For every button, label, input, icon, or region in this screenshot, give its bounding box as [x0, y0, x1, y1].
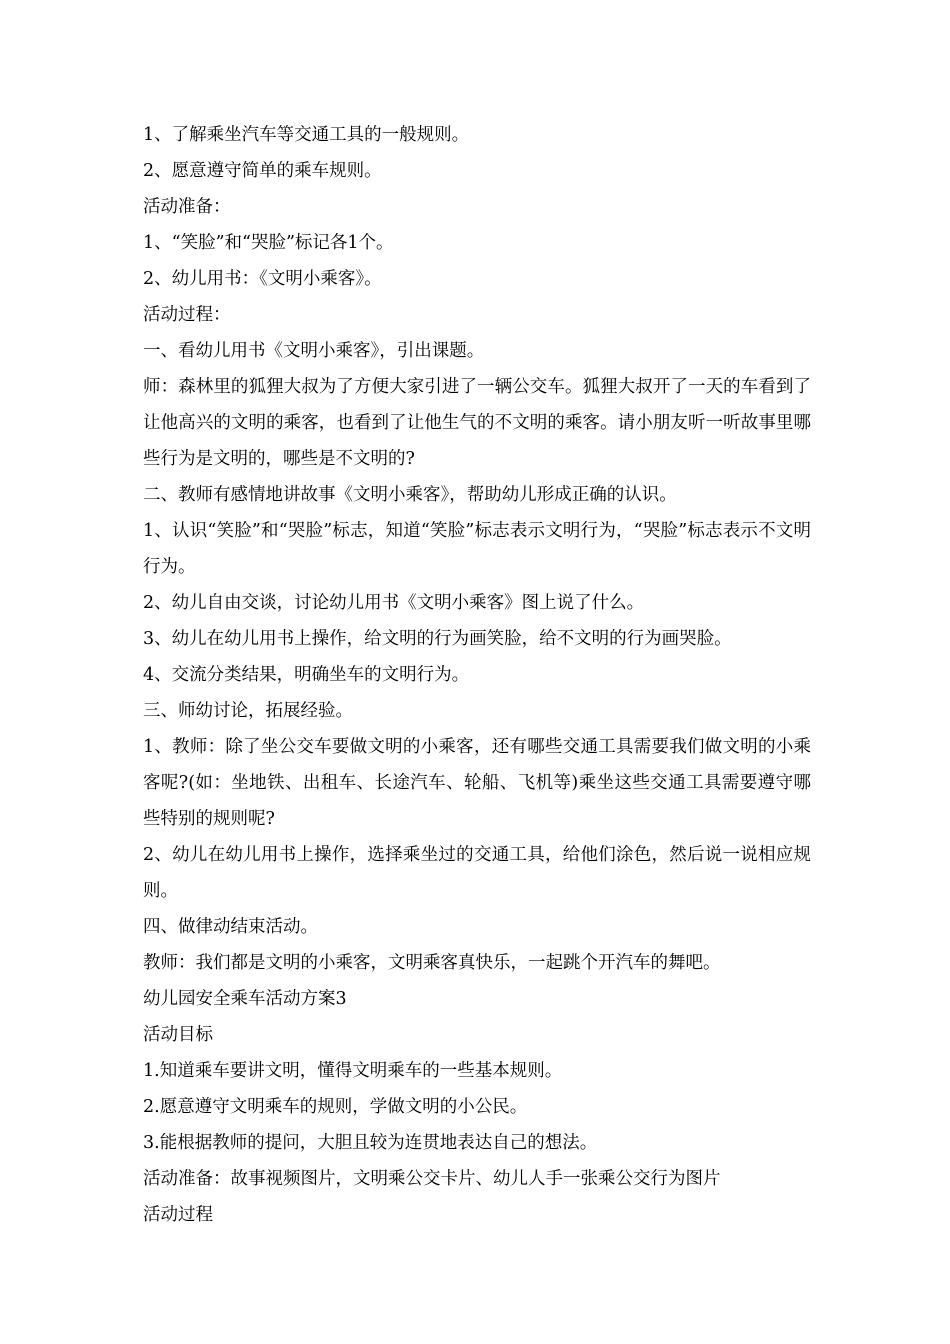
- paragraph: 教师：我们都是文明的小乘客，文明乘客真快乐，一起跳个开汽车的舞吧。: [143, 953, 721, 973]
- paragraph: 2、愿意遵守简单的乘车规则。: [143, 161, 382, 181]
- document-body: [143, 117, 811, 1233]
- paragraph: 1、认识“笑脸”和“哭脸”标志，知道“笑脸”标志表示文明行为，“哭脸”标志表示不文明行为。: [143, 521, 811, 577]
- paragraph: 师：森林里的狐狸大叔为了方便大家引进了一辆公交车。狐狸大叔开了一天的车看到了让他高兴的文明的乘客，也看到了让他生气的不文明的乘客。请小朋友听一听故事里哪些行为是文明的，哪些是不文明的?: [143, 377, 811, 469]
- paragraph: 三、师幼讨论，拓展经验。: [143, 701, 353, 721]
- paragraph: 3、幼儿在幼儿用书上操作，给文明的行为画笑脸，给不文明的行为画哭脸。: [143, 629, 732, 649]
- paragraph: 3.能根据教师的提问，大胆且较为连贯地表达自己的想法。: [143, 1133, 598, 1153]
- paragraph: 2、幼儿用书：《文明小乘客》。: [143, 269, 382, 289]
- paragraph: 1、“笑脸”和“哭脸”标记各1个。: [143, 233, 394, 253]
- paragraph: 4、交流分类结果，明确坐车的文明行为。: [143, 665, 470, 685]
- section-heading: 活动目标: [143, 1025, 213, 1045]
- paragraph: 2、幼儿自由交谈，讨论幼儿用书《文明小乘客》图上说了什么。: [143, 593, 645, 613]
- section-heading: 活动过程: [143, 1205, 213, 1225]
- paragraph: 1、了解乘坐汽车等交通工具的一般规则。: [143, 125, 470, 145]
- paragraph: 四、做律动结束活动。: [143, 917, 318, 937]
- paragraph: 活动准备：故事视频图片，文明乘公交卡片、幼儿人手一张乘公交行为图片: [143, 1169, 721, 1189]
- section-heading: 活动准备：: [143, 197, 231, 217]
- paragraph: 2、幼儿在幼儿用书上操作，选择乘坐过的交通工具，给他们涂色，然后说一说相应规则。: [143, 845, 811, 901]
- section-title: 幼儿园安全乘车活动方案3: [143, 989, 347, 1009]
- paragraph: 2.愿意遵守文明乘车的规则，学做文明的小公民。: [143, 1097, 528, 1117]
- paragraph: 一、看幼儿用书《文明小乘客》，引出课题。: [143, 341, 485, 361]
- section-heading: 活动过程：: [143, 305, 231, 325]
- paragraph: 1、教师：除了坐公交车要做文明的小乘客，还有哪些交通工具需要我们做文明的小乘客呢?(如：坐地铁、出租车、长途汽车、轮船、飞机等)乘坐这些交通工具需要遵守哪些特别的规则呢?: [143, 737, 811, 829]
- paragraph: 1.知道乘车要讲文明，懂得文明乘车的一些基本规则。: [143, 1061, 563, 1081]
- paragraph: 二、教师有感情地讲故事《文明小乘客》，帮助幼儿形成正确的认识。: [143, 485, 677, 505]
